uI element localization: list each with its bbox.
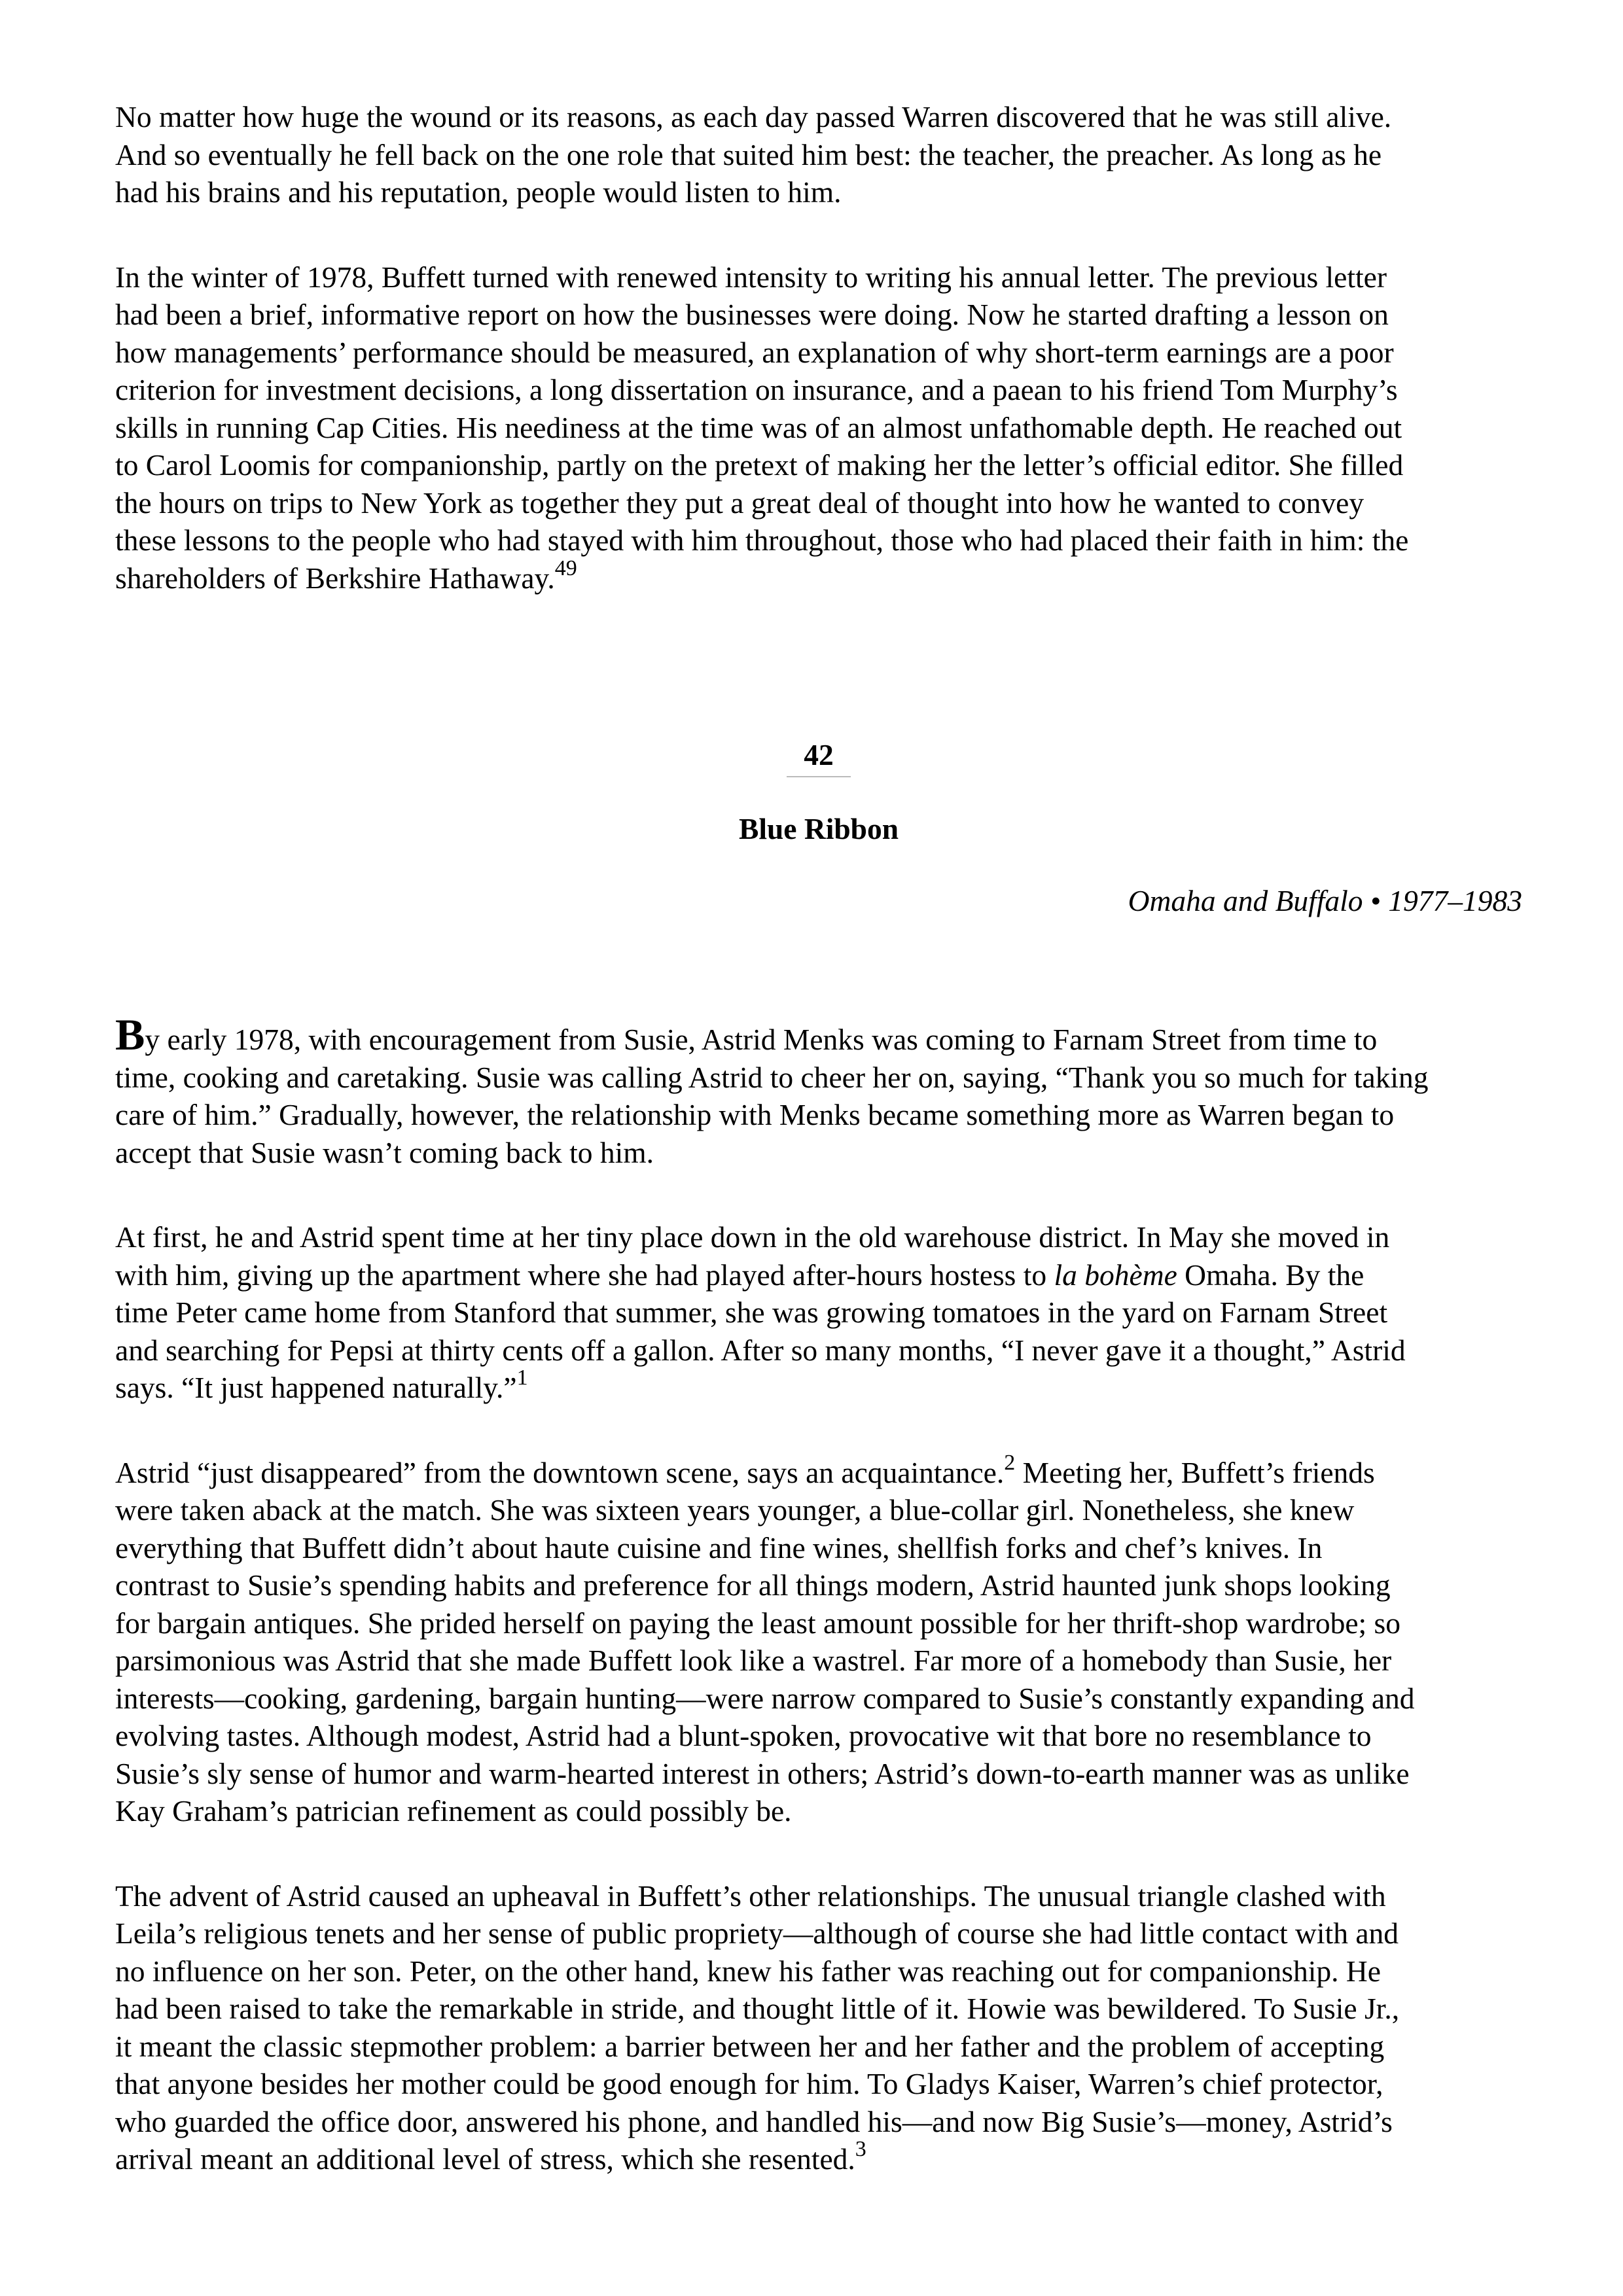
text-line: The advent of Astrid caused an upheaval in Buffett’s other relationships. The unusual triangle clashed with [115, 1879, 1386, 1913]
text-line: care of him.” Gradually, however, the relationship with Menks became something more as Warren began to [115, 1098, 1395, 1131]
text-line: At first, he and Astrid spent time at her tiny place down in the old warehouse district. In May she moved in [115, 1220, 1390, 1254]
body-paragraph-3 [115, 1450, 1522, 1830]
text-line: contrast to Susie’s spending habits and preference for all things modern, Astrid haunted junk shops looking [115, 1568, 1391, 1602]
text-line-content: Omaha. By the [1177, 1258, 1364, 1292]
book-page [115, 98, 1522, 2176]
chapter-number-text: 42 [787, 736, 851, 777]
text-line: interests—cooking, gardening, bargain hunting—were narrow compared to Susie’s constantly expanding and [115, 1681, 1415, 1715]
intro-paragraph-1 [115, 98, 1522, 211]
text-line: everything that Buffett didn’t about haute cuisine and fine wines, shellfish forks and chef’s knives. In [115, 1530, 1323, 1564]
text-line: Kay Graham’s patrician refinement as could possibly be. [115, 1794, 792, 1828]
text-line: No matter how huge the wound or its reasons, as each day passed Warren discovered that he was still alive. [115, 100, 1392, 133]
text-line: Leila’s religious tenets and her sense of public propriety—although of course she had little contact with and [115, 1916, 1399, 1950]
text-line: were taken aback at the match. She was sixteen years younger, a blue-collar girl. Nonetheless, she knew [115, 1493, 1355, 1527]
text-line [115, 556, 1522, 597]
footnote-marker: 1 [516, 1366, 528, 1390]
text-line: for bargain antiques. She prided herself on paying the least amount possible for her thrift-shop wardrobe; so [115, 1606, 1401, 1640]
text-line-content: with him, giving up the apartment where she had played after-hours hostess to [115, 1258, 1054, 1292]
intro-paragraph-2 [115, 258, 1522, 597]
text-line [115, 1010, 1522, 1059]
text-line: In the winter of 1978, Buffett turned with renewed intensity to writing his annual letter. The previous letter [115, 260, 1387, 294]
text-line [115, 1366, 1522, 1407]
body-paragraph-4 [115, 1877, 1522, 2178]
text-line: that anyone besides her mother could be good enough for him. To Gladys Kaiser, Warren’s chief protector, [115, 2067, 1383, 2100]
chapter-body [115, 1010, 1522, 2178]
text-line: had been raised to take the remarkable in stride, and thought little of it. Howie was bewildered. To Susie Jr., [115, 1992, 1400, 2025]
text-line: evolving tastes. Although modest, Astrid had a blunt-spoken, provocative wit that bore no resemblance to [115, 1719, 1372, 1752]
body-paragraph-1 [115, 1010, 1522, 1171]
body-paragraph-2 [115, 1218, 1522, 1407]
footnote-marker: 2 [1004, 1450, 1016, 1475]
text-line-content: Astrid “just disappeared” from the downtown scene, says an acquaintance. [115, 1455, 1005, 1489]
text-line-content: shareholders of Berkshire Hathaway. [115, 561, 555, 595]
text-line: Susie’s sly sense of humor and warm-hearted interest in others; Astrid’s down-to-earth manner was as unlike [115, 1756, 1410, 1790]
text-line: the hours on trips to New York as together they put a great deal of thought into how he wanted to convey [115, 486, 1364, 520]
italic-text: la bohème [1054, 1258, 1177, 1292]
text-line-content: arrival meant an additional level of stress, which she resented. [115, 2142, 855, 2176]
text-line: And so eventually he fell back on the one role that suited him best: the teacher, the preacher. As long as he [115, 137, 1382, 171]
text-line: had his brains and his reputation, people would listen to him. [115, 175, 842, 209]
text-line: accept that Susie wasn’t coming back to him. [115, 1135, 654, 1169]
chapter-place-dates: Omaha and Buffalo • 1977–1983 [1128, 884, 1522, 917]
text-line: to Carol Loomis for companionship, partly on the pretext of making her the letter’s official editor. She filled [115, 448, 1404, 482]
text-line-content: Meeting her, Buffett’s friends [1015, 1455, 1375, 1489]
text-line: had been a brief, informative report on how the businesses were doing. Now he started drafting a lesson on [115, 298, 1389, 331]
drop-cap: B [115, 1010, 145, 1059]
text-line: time Peter came home from Stanford that summer, she was growing tomatoes in the yard on Farnam Street [115, 1296, 1388, 1329]
text-line [115, 2137, 1522, 2178]
footnote-marker: 49 [554, 556, 577, 580]
chapter-title: Blue Ribbon [738, 812, 899, 845]
text-line: it meant the classic stepmother problem: a barrier between her and her father and the problem of accepting [115, 2029, 1385, 2063]
text-line: these lessons to the people who had stayed with him throughout, those who had placed their faith in him: the [115, 523, 1409, 557]
text-line: parsimonious was Astrid that she made Buffett look like a wastrel. Far more of a homebody than Susie, her [115, 1644, 1392, 1677]
text-line: criterion for investment decisions, a long dissertation on insurance, and a paean to his friend Tom Murphy’s [115, 373, 1398, 406]
text-line: skills in running Cap Cities. His neediness at the time was of an almost unfathomable depth. He reached out [115, 410, 1402, 444]
text-line [115, 1450, 1522, 1492]
footnote-marker: 3 [855, 2137, 866, 2161]
text-line: and searching for Pepsi at thirty cents off a gallon. After so many months, “I never gave it a thought,” Astrid [115, 1333, 1406, 1367]
text-line-content: y early 1978, with encouragement from Susie, Astrid Menks was coming to Farnam Street from time to [145, 1023, 1378, 1056]
text-line [115, 1256, 1522, 1294]
text-line: how managements’ performance should be measured, an explanation of why short-term earnings are a poor [115, 335, 1394, 369]
chapter-number [115, 736, 1522, 777]
text-line-content: says. “It just happened naturally.” [115, 1371, 517, 1404]
text-line: who guarded the office door, answered his phone, and handled his—and now Big Susie’s—money, Astrid’s [115, 2104, 1393, 2138]
text-line: no influence on her son. Peter, on the other hand, knew his father was reaching out for companionship. He [115, 1954, 1381, 1988]
text-line: time, cooking and caretaking. Susie was calling Astrid to cheer her on, saying, “Thank you so much for taking [115, 1060, 1429, 1094]
